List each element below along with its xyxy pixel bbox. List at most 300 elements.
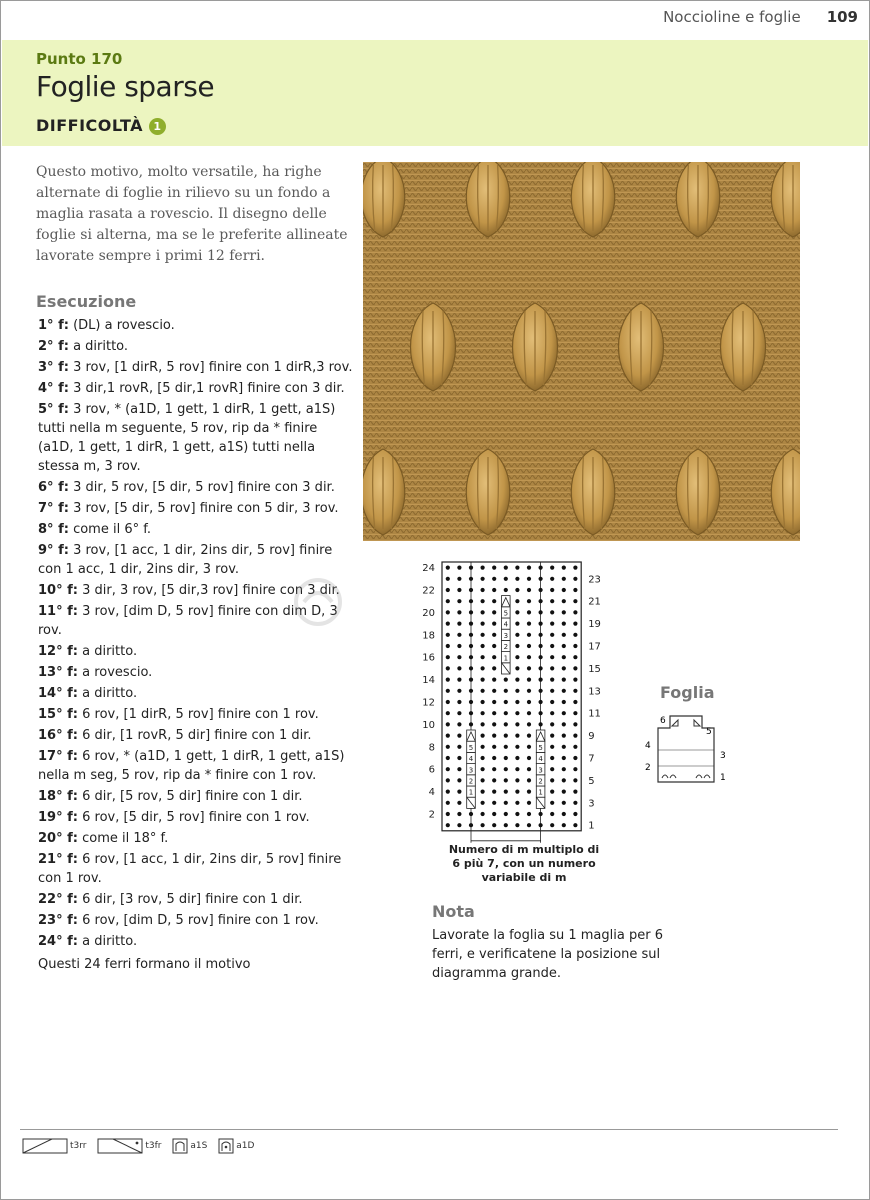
instruction-row — [38, 890, 354, 909]
purl-dot — [457, 655, 461, 659]
purl-dot — [573, 622, 577, 626]
row-number: 4° f: — [38, 381, 69, 396]
purl-dot — [481, 666, 485, 670]
purl-dot — [492, 711, 496, 715]
purl-dot — [539, 633, 543, 637]
purl-dot — [550, 622, 554, 626]
foglia-chart — [640, 708, 740, 788]
purl-dot — [550, 633, 554, 637]
purl-dot — [550, 599, 554, 603]
legend-a1S: a1S — [190, 1141, 208, 1151]
purl-dot — [573, 711, 577, 715]
purl-dot — [469, 666, 473, 670]
purl-dot — [515, 610, 519, 614]
chart-row-label-right: 23 — [588, 574, 601, 586]
purl-dot — [573, 801, 577, 805]
purl-dot — [446, 566, 450, 570]
purl-dot — [515, 644, 519, 648]
purl-dot — [481, 655, 485, 659]
purl-dot — [562, 745, 566, 749]
purl-dot — [481, 599, 485, 603]
purl-dot — [527, 655, 531, 659]
row-text: 6 rov, [1 acc, 1 dir, 2ins dir, 5 rov] finire con 1 rov. — [38, 852, 342, 886]
purl-dot — [539, 722, 543, 726]
chart-row-label-left: 22 — [422, 585, 435, 597]
purl-dot — [457, 633, 461, 637]
purl-dot — [573, 588, 577, 592]
purl-dot — [562, 644, 566, 648]
purl-dot — [446, 655, 450, 659]
purl-dot — [492, 588, 496, 592]
purl-dot — [527, 734, 531, 738]
purl-dot — [492, 778, 496, 782]
purl-dot — [539, 823, 543, 827]
purl-dot — [446, 678, 450, 682]
chart-row-label-right: 17 — [588, 641, 601, 653]
difficulty-label: DIFFICOLTÀ — [36, 116, 143, 135]
instruction-row — [38, 911, 354, 930]
purl-dot — [562, 666, 566, 670]
purl-dot — [539, 655, 543, 659]
row-text: a diritto. — [77, 686, 138, 701]
purl-dot — [527, 722, 531, 726]
purl-dot — [504, 734, 508, 738]
purl-dot — [515, 823, 519, 827]
purl-dot — [481, 700, 485, 704]
purl-dot — [562, 610, 566, 614]
purl-dot — [504, 577, 508, 581]
purl-dot — [550, 801, 554, 805]
purl-dot — [550, 734, 554, 738]
purl-dot — [562, 812, 566, 816]
row-number: 16° f: — [38, 728, 78, 743]
purl-dot — [504, 801, 508, 805]
purl-dot — [481, 622, 485, 626]
row-number: 24° f: — [38, 934, 78, 949]
purl-dot — [539, 711, 543, 715]
purl-dot — [550, 588, 554, 592]
purl-dot — [539, 599, 543, 603]
purl-dot — [573, 756, 577, 760]
row-text: 3 rov, * (a1D, 1 gett, 1 dirR, 1 gett, a1S) tutti nella m seguente, 5 rov, rip da * finire (a1D, 1 gett, 1 dirR, 1 gett, a1S) tutti nella stessa m, 3 rov. — [38, 402, 336, 474]
purl-dot — [492, 745, 496, 749]
purl-dot — [573, 734, 577, 738]
purl-dot — [539, 577, 543, 581]
purl-dot — [446, 745, 450, 749]
row-number: 8° f: — [38, 522, 69, 537]
purl-dot — [469, 823, 473, 827]
symbol-legend — [22, 1138, 262, 1160]
row-number: 10° f: — [38, 583, 78, 598]
purl-dot — [515, 689, 519, 693]
purl-dot — [457, 700, 461, 704]
row-number: 7° f: — [38, 501, 69, 516]
leaf-row-number: 4 — [503, 620, 509, 629]
purl-dot — [573, 700, 577, 704]
purl-dot — [469, 655, 473, 659]
purl-dot — [527, 812, 531, 816]
execution-footer: Questi 24 ferri formano il motivo — [38, 957, 251, 972]
chart-grid — [442, 562, 581, 831]
purl-dot — [562, 756, 566, 760]
purl-dot — [481, 722, 485, 726]
instruction-row — [38, 642, 354, 661]
purl-dot — [457, 599, 461, 603]
purl-dot — [550, 655, 554, 659]
purl-dot — [539, 622, 543, 626]
purl-dot — [469, 812, 473, 816]
purl-dot — [527, 666, 531, 670]
purl-dot — [573, 644, 577, 648]
purl-dot — [492, 577, 496, 581]
purl-dot — [550, 756, 554, 760]
chart-row-label-right: 3 — [588, 798, 595, 810]
purl-dot — [457, 644, 461, 648]
leaf-row-number: 1 — [503, 654, 509, 663]
purl-dot — [492, 610, 496, 614]
purl-dot — [481, 778, 485, 782]
instruction-row — [38, 787, 354, 806]
purl-dot — [446, 622, 450, 626]
purl-dot — [457, 745, 461, 749]
purl-dot — [481, 790, 485, 794]
row-number: 5° f: — [38, 402, 69, 417]
instruction-row — [38, 663, 354, 682]
leaf-row-number: 3 — [468, 766, 474, 775]
instruction-row — [38, 337, 354, 356]
purl-dot — [550, 823, 554, 827]
purl-dot — [504, 778, 508, 782]
purl-dot — [504, 823, 508, 827]
purl-dot — [457, 588, 461, 592]
purl-dot — [469, 577, 473, 581]
purl-dot — [469, 622, 473, 626]
purl-dot — [481, 812, 485, 816]
purl-dot — [504, 756, 508, 760]
purl-dot — [562, 700, 566, 704]
row-text: a rovescio. — [77, 665, 153, 680]
legend-t3rr: t3rr — [70, 1141, 87, 1151]
purl-dot — [562, 566, 566, 570]
leaf-row-number: 3 — [503, 631, 509, 640]
instruction-row — [38, 358, 354, 377]
purl-dot — [515, 633, 519, 637]
row-number: 2° f: — [38, 339, 69, 354]
purl-dot — [527, 756, 531, 760]
purl-dot — [562, 689, 566, 693]
purl-dot — [573, 610, 577, 614]
stitch-title: Foglie sparse — [36, 70, 215, 103]
purl-dot — [515, 756, 519, 760]
purl-dot — [481, 711, 485, 715]
purl-dot — [481, 588, 485, 592]
row-number: 15° f: — [38, 707, 78, 722]
purl-dot — [515, 666, 519, 670]
leaf-row-number: 4 — [538, 755, 543, 764]
purl-dot — [515, 812, 519, 816]
row-text: 3 dir, 5 rov, [5 dir, 5 rov] finire con 3 dir. — [68, 480, 335, 495]
purl-dot — [481, 745, 485, 749]
row-text: 3 dir, 3 rov, [5 dir,3 rov] finire con 3 dir. — [77, 583, 340, 598]
purl-dot — [469, 644, 473, 648]
purl-dot — [539, 566, 543, 570]
row-text: come il 18° f. — [77, 831, 169, 846]
purl-dot — [550, 778, 554, 782]
purl-dot — [446, 767, 450, 771]
purl-dot — [527, 823, 531, 827]
purl-dot — [504, 678, 508, 682]
purl-dot — [562, 823, 566, 827]
purl-dot — [562, 722, 566, 726]
chart-row-label-right: 11 — [588, 708, 601, 720]
instruction-row — [38, 850, 354, 888]
purl-dot — [573, 678, 577, 682]
purl-dot — [457, 823, 461, 827]
purl-dot — [515, 778, 519, 782]
purl-dot — [562, 711, 566, 715]
row-text: a diritto. — [68, 339, 129, 354]
purl-dot — [469, 566, 473, 570]
purl-dot — [446, 633, 450, 637]
purl-dot — [527, 790, 531, 794]
purl-dot — [573, 745, 577, 749]
chart-row-label-left: 14 — [422, 675, 435, 687]
row-number: 6° f: — [38, 480, 69, 495]
purl-dot — [492, 689, 496, 693]
purl-dot — [515, 655, 519, 659]
purl-dot — [446, 588, 450, 592]
purl-dot — [504, 745, 508, 749]
purl-dot — [457, 622, 461, 626]
purl-dot — [562, 577, 566, 581]
instruction-row — [38, 829, 354, 848]
purl-dot — [515, 678, 519, 682]
leaf-row-number: 2 — [503, 643, 509, 652]
purl-dot — [573, 633, 577, 637]
purl-dot — [492, 700, 496, 704]
chart-row-label-right: 21 — [588, 596, 601, 608]
row-text: 3 rov, [dim D, 5 rov] finire con dim D, 3 rov. — [38, 604, 338, 638]
purl-dot — [515, 599, 519, 603]
row-number: 23° f: — [38, 913, 78, 928]
purl-dot — [527, 678, 531, 682]
nota-heading: Nota — [432, 902, 475, 921]
purl-dot — [550, 666, 554, 670]
row-number: 20° f: — [38, 831, 78, 846]
row-text: 6 rov, [1 dirR, 5 rov] finire con 1 rov. — [77, 707, 319, 722]
purl-dot — [481, 633, 485, 637]
execution-rows — [38, 316, 354, 974]
purl-dot — [457, 778, 461, 782]
chart-row-label-left: 4 — [428, 787, 435, 799]
row-text: a diritto. — [77, 934, 138, 949]
purl-dot — [504, 767, 508, 771]
chart-row-label-right: 7 — [588, 753, 595, 765]
purl-dot — [539, 700, 543, 704]
row-number: 17° f: — [38, 749, 78, 764]
purl-dot — [573, 666, 577, 670]
row-text: 6 dir, [3 rov, 5 dir] finire con 1 dir. — [77, 892, 303, 907]
purl-dot — [457, 756, 461, 760]
purl-dot — [573, 778, 577, 782]
row-number: 11° f: — [38, 604, 78, 619]
row-number: 18° f: — [38, 789, 78, 804]
purl-dot — [550, 790, 554, 794]
purl-dot — [573, 566, 577, 570]
chart-row-label-left: 12 — [422, 697, 435, 709]
foglia-heading: Foglia — [660, 683, 715, 702]
instruction-row — [38, 478, 354, 497]
purl-dot — [492, 622, 496, 626]
purl-dot — [527, 622, 531, 626]
instruction-row — [38, 379, 354, 398]
chart-row-label-left: 10 — [422, 719, 435, 731]
instruction-row — [38, 705, 354, 724]
purl-dot — [492, 801, 496, 805]
purl-dot — [492, 566, 496, 570]
purl-dot — [550, 566, 554, 570]
purl-dot — [562, 678, 566, 682]
chart-row-label-right: 19 — [588, 619, 601, 631]
t3rr-symbol — [22, 1138, 68, 1154]
purl-dot — [539, 678, 543, 682]
purl-dot — [539, 689, 543, 693]
row-text: 6 dir, [1 rovR, 5 dir] finire con 1 dir. — [77, 728, 312, 743]
purl-dot — [446, 610, 450, 614]
purl-dot — [492, 756, 496, 760]
purl-dot — [446, 823, 450, 827]
row-number: 3° f: — [38, 360, 69, 375]
purl-dot — [573, 689, 577, 693]
purl-dot — [504, 722, 508, 726]
purl-dot — [504, 566, 508, 570]
purl-dot — [446, 801, 450, 805]
purl-dot — [457, 689, 461, 693]
intro-paragraph: Questo motivo, molto versatile, ha righe alternate di foglie in rilievo su un fondo a maglia rasata a rovescio. Il disegno delle foglie si alterna, ma se le preferite allineate lavorate sempre i primi 12 ferri. — [36, 164, 348, 264]
purl-dot — [550, 678, 554, 682]
purl-dot — [481, 801, 485, 805]
row-number: 19° f: — [38, 810, 78, 825]
purl-dot — [550, 812, 554, 816]
purl-dot — [492, 633, 496, 637]
purl-dot — [492, 655, 496, 659]
purl-dot — [446, 734, 450, 738]
purl-dot — [550, 689, 554, 693]
purl-dot — [515, 801, 519, 805]
purl-dot — [527, 801, 531, 805]
instruction-row — [38, 499, 354, 518]
purl-dot — [527, 778, 531, 782]
purl-dot — [527, 700, 531, 704]
row-text: 3 rov, [1 dirR, 5 rov] finire con 1 dirR,3 rov. — [68, 360, 353, 375]
difficulty — [36, 116, 166, 135]
purl-dot — [527, 689, 531, 693]
purl-dot — [515, 588, 519, 592]
purl-dot — [504, 812, 508, 816]
purl-dot — [446, 812, 450, 816]
row-text: 6 dir, [5 rov, 5 dir] finire con 1 dir. — [77, 789, 303, 804]
purl-dot — [492, 790, 496, 794]
purl-dot — [481, 767, 485, 771]
purl-dot — [515, 700, 519, 704]
purl-dot — [457, 722, 461, 726]
leaf-row-number: 1 — [468, 788, 474, 797]
a1S-symbol — [172, 1138, 188, 1154]
purl-dot — [550, 722, 554, 726]
purl-dot — [457, 801, 461, 805]
instruction-row — [38, 932, 354, 951]
purl-dot — [539, 644, 543, 648]
foglia-label-1: 1 — [720, 773, 726, 783]
purl-dot — [515, 566, 519, 570]
purl-dot — [469, 633, 473, 637]
chart-row-label-left: 18 — [422, 630, 435, 642]
row-text: 3 dir,1 rovR, [5 dir,1 rovR] finire con 3 dir. — [68, 381, 345, 396]
chart-row-label-right: 5 — [588, 775, 595, 787]
row-text: come il 6° f. — [68, 522, 151, 537]
purl-dot — [527, 610, 531, 614]
purl-dot — [492, 767, 496, 771]
chart-row-label-right: 9 — [588, 731, 595, 743]
page-number: 109 — [826, 8, 858, 26]
purl-dot — [573, 599, 577, 603]
purl-dot — [481, 566, 485, 570]
purl-dot — [562, 599, 566, 603]
purl-dot — [527, 566, 531, 570]
chart-row-label-left: 2 — [428, 809, 435, 821]
leaf-row-number: 5 — [468, 743, 474, 752]
purl-dot — [539, 588, 543, 592]
purl-dot — [492, 734, 496, 738]
purl-dot — [469, 711, 473, 715]
row-number: 1° f: — [38, 318, 69, 333]
row-text: a diritto. — [77, 644, 138, 659]
knit-sample-photo — [363, 162, 800, 541]
purl-dot — [492, 644, 496, 648]
purl-dot — [457, 666, 461, 670]
instruction-row — [38, 520, 354, 539]
purl-dot — [562, 767, 566, 771]
purl-dot — [457, 577, 461, 581]
purl-dot — [573, 790, 577, 794]
leaf-row-number: 4 — [468, 755, 474, 764]
a1D-symbol — [218, 1138, 234, 1154]
legend-divider — [20, 1129, 838, 1130]
row-number: 22° f: — [38, 892, 78, 907]
instruction-row — [38, 400, 354, 476]
chart-row-label-left: 20 — [422, 607, 435, 619]
purl-dot — [481, 689, 485, 693]
chart-caption: Numero di m multiplo di 6 più 7, con un numero variabile di m — [448, 843, 600, 884]
purl-dot — [504, 711, 508, 715]
purl-dot — [457, 711, 461, 715]
chart-row-label-left: 24 — [422, 563, 435, 575]
purl-dot — [539, 812, 543, 816]
section-title: Noccioline e foglie — [663, 8, 801, 26]
purl-dot — [446, 711, 450, 715]
foglia-label-4: 4 — [645, 741, 651, 751]
purl-dot — [457, 678, 461, 682]
leaf-row-number: 2 — [538, 777, 543, 786]
purl-dot — [515, 767, 519, 771]
purl-dot — [527, 599, 531, 603]
purl-dot — [492, 678, 496, 682]
purl-dot — [457, 566, 461, 570]
foglia-label-2: 2 — [645, 763, 651, 773]
purl-dot — [550, 767, 554, 771]
purl-dot — [515, 711, 519, 715]
row-text: 6 rov, [5 dir, 5 rov] finire con 1 rov. — [77, 810, 310, 825]
